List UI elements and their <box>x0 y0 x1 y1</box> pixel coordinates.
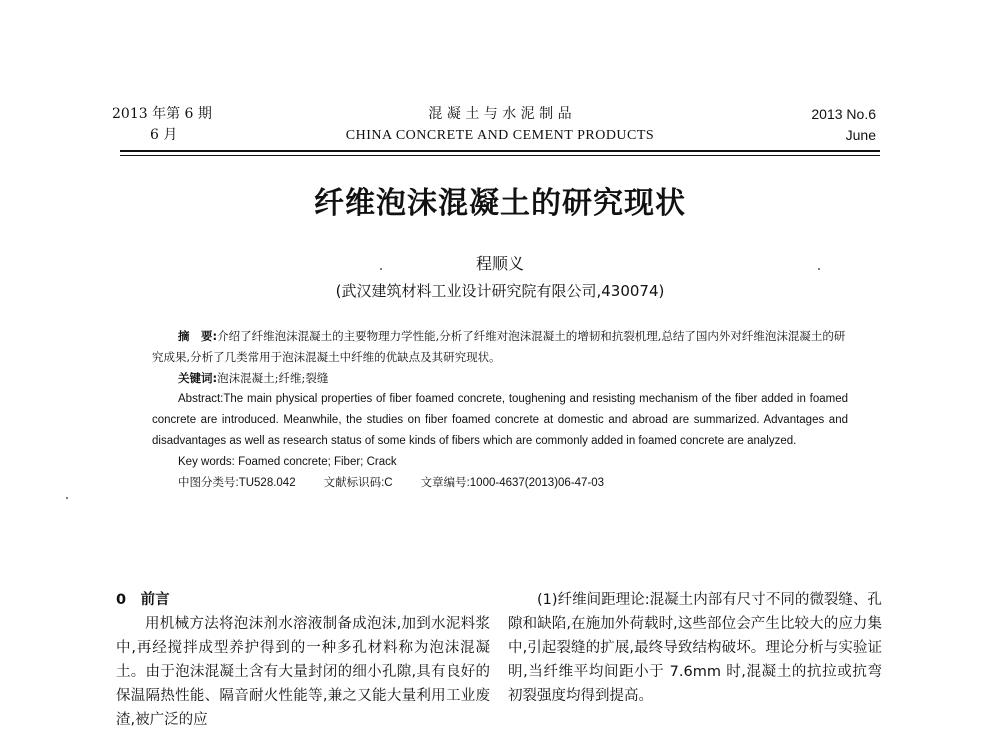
abstract-cn <box>152 326 848 368</box>
journal-name-en: CHINA CONCRETE AND CEMENT PRODUCTS <box>345 128 655 143</box>
classification-line <box>152 473 848 494</box>
scan-speck <box>66 497 68 499</box>
body-paragraph-right: (1)纤维间距理论:混凝土内部有尺寸不同的微裂缝、孔隙和缺陷,在施加外荷载时,这些部位会产生比较大的应力集中,引起裂缝的扩展,最终导致结构破坏。理论分析与实验证明,当纤维平均间距小于 7.6mm 时,混凝土的抗拉或抗弯初裂强度均得到提高。 <box>508 592 882 704</box>
article-title: 纤维泡沫混凝土的研究现状 <box>314 186 686 221</box>
document-code: 文献标识码:C <box>323 477 393 489</box>
abstract-en-text: The main physical properties of fiber foamed concrete, toughening and resisting mechanism of the fiber added in foamed concrete are introduced. Meanwhile, the studies on fiber foamed concrete at domestic and abroad are summarized. Advantages and disadvantages as well as research status of some kinds of fibers which are commonly added in foamed concrete are analyzed. <box>152 393 848 447</box>
header-rule-thick <box>120 150 880 152</box>
abstract-cn-text: 介绍了纤维泡沫混凝土的主要物理力学性能,分析了纤维对泡沫混凝土的增韧和抗裂机理,总结了国内外对纤维泡沫混凝土的研究成果,分析了几类常用于泡沫混凝土中纤维的优缺点及其研究现状。 <box>152 329 846 364</box>
header-issue-month-en: June <box>845 127 876 143</box>
header-rule-thin <box>120 155 880 156</box>
header-issue-month: 6 月 <box>150 127 178 143</box>
header-issue-year: 2013 年第 6 期 <box>112 106 212 122</box>
article-affiliation: (武汉建筑材料工业设计研究院有限公司,430074) <box>335 282 665 300</box>
article-author: 程顺义 <box>475 254 524 273</box>
keywords-en <box>152 452 848 473</box>
scan-speck <box>380 268 382 270</box>
keywords-en-label: Key words: <box>178 456 235 468</box>
journal-name-cn: 混 凝 土 与 水 泥 制 品 <box>428 106 572 122</box>
section-heading: 0 前言 <box>116 592 170 608</box>
header-issue-en <box>811 104 876 146</box>
keywords-cn <box>152 368 848 389</box>
scan-speck <box>818 268 820 270</box>
header-journal <box>260 104 740 146</box>
abstract-en-label: Abstract: <box>178 393 224 405</box>
keywords-cn-text: 泡沫混凝土;纤维;裂缝 <box>217 371 329 385</box>
abstract-block <box>152 326 848 494</box>
body-paragraph-left: 用机械方法将泡沫剂水溶液制备成泡沫,加到水泥料浆中,再经搅拌成型养护得到的一种多孔材料称为泡沫混凝土。由于泡沫混凝土含有大量封闭的细小孔隙,具有良好的保温隔热性能、隔音耐火性能等,兼之又能大量利用工业废渣,被广泛的应 <box>116 616 490 728</box>
body-column-right <box>508 588 882 708</box>
keywords-en-text: Foamed concrete; Fiber; Crack <box>238 456 397 468</box>
clc-number: 中图分类号:TU528.042 <box>178 477 296 489</box>
header-issue <box>112 104 212 146</box>
abstract-en <box>152 389 848 452</box>
article-number: 文章编号:1000-4637(2013)06-47-03 <box>420 477 605 489</box>
keywords-cn-label: 关键词: <box>178 371 218 385</box>
header-issue-no: 2013 No.6 <box>811 106 876 122</box>
body-column-left <box>116 588 490 732</box>
abstract-cn-label: 摘 要: <box>178 329 218 343</box>
